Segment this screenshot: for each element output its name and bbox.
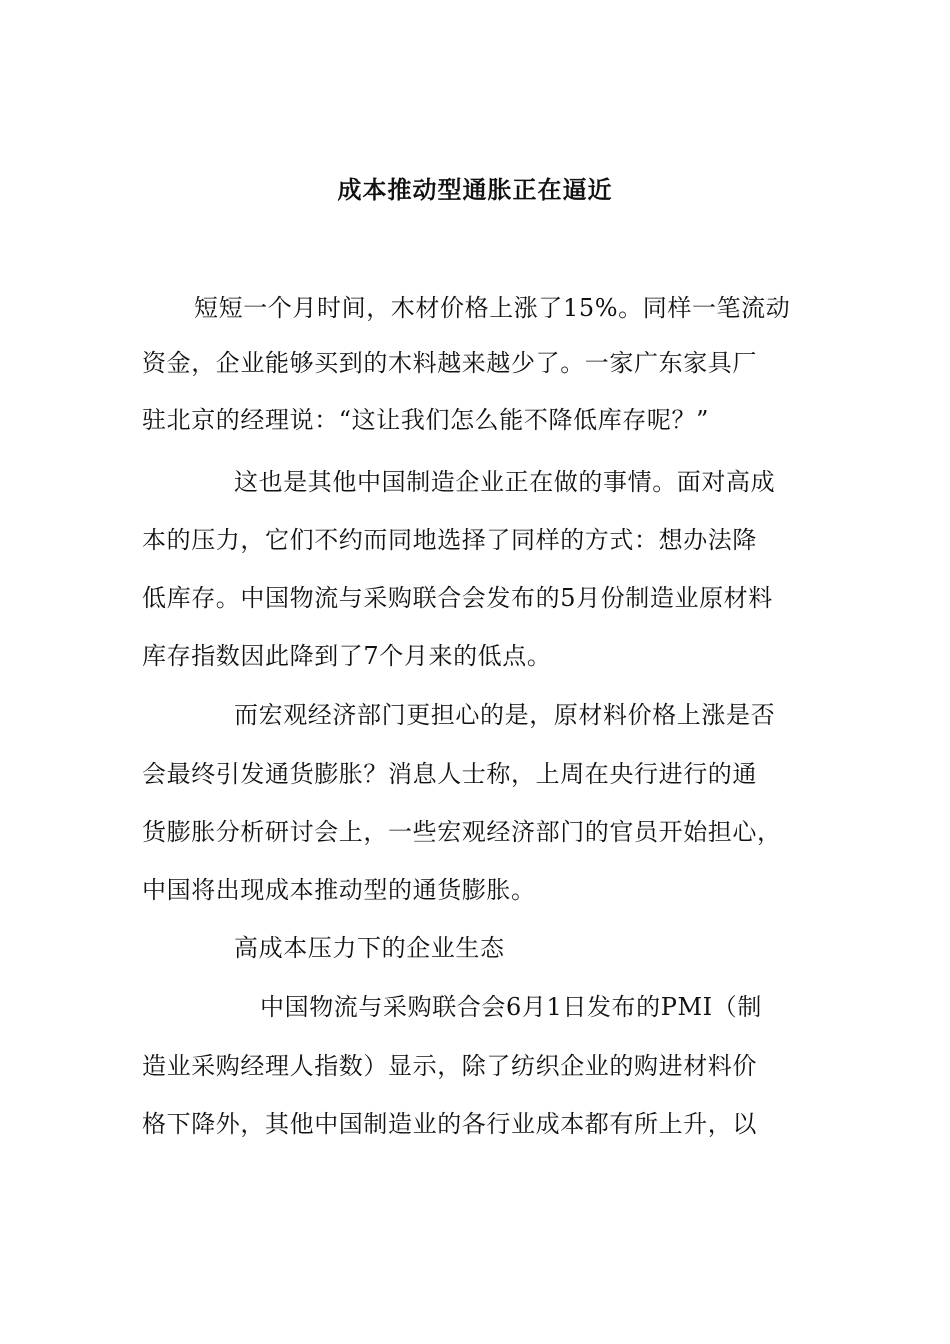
paragraph-3-line-2: 会最终引发通货膨胀？消息人士称，上周在央行进行的通	[142, 760, 757, 788]
paragraph-1-line-2: 资金，企业能够买到的木料越来越少了。一家广东家具厂	[142, 349, 757, 377]
paragraph-2-line-4: 库存指数因此降到了7个月来的低点。	[142, 642, 552, 670]
paragraph-2-line-1: 这也是其他中国制造企业正在做的事情。面对高成	[234, 468, 776, 496]
paragraph-3-line-1: 而宏观经济部门更担心的是，原材料价格上涨是否	[234, 701, 776, 729]
paragraph-2-line-2: 本的压力，它们不约而同地选择了同样的方式：想办法降	[142, 526, 757, 554]
paragraph-3-line-4: 中国将出现成本推动型的通货膨胀。	[142, 876, 536, 904]
section-heading: 高成本压力下的企业生态	[234, 934, 505, 962]
paragraph-4-line-1: 中国物流与采购联合会6月1日发布的PMI（制	[260, 993, 762, 1021]
paragraph-1-line-1: 短短一个月时间，木材价格上涨了15%。同样一笔流动	[194, 294, 791, 322]
paragraph-4-line-3: 格下降外，其他中国制造业的各行业成本都有所上升，以	[142, 1110, 757, 1138]
paragraph-1-line-3: 驻北京的经理说：“这让我们怎么能不降低库存呢？”	[142, 406, 709, 434]
paragraph-4-line-2: 造业采购经理人指数）显示，除了纺织企业的购进材料价	[142, 1052, 757, 1080]
paragraph-3-line-3: 货膨胀分析研讨会上，一些宏观经济部门的官员开始担心，	[142, 818, 782, 846]
paragraph-2-line-3: 低库存。中国物流与采购联合会发布的5月份制造业原材料	[142, 584, 773, 612]
document-title: 成本推动型通胀正在逼近	[337, 175, 613, 204]
